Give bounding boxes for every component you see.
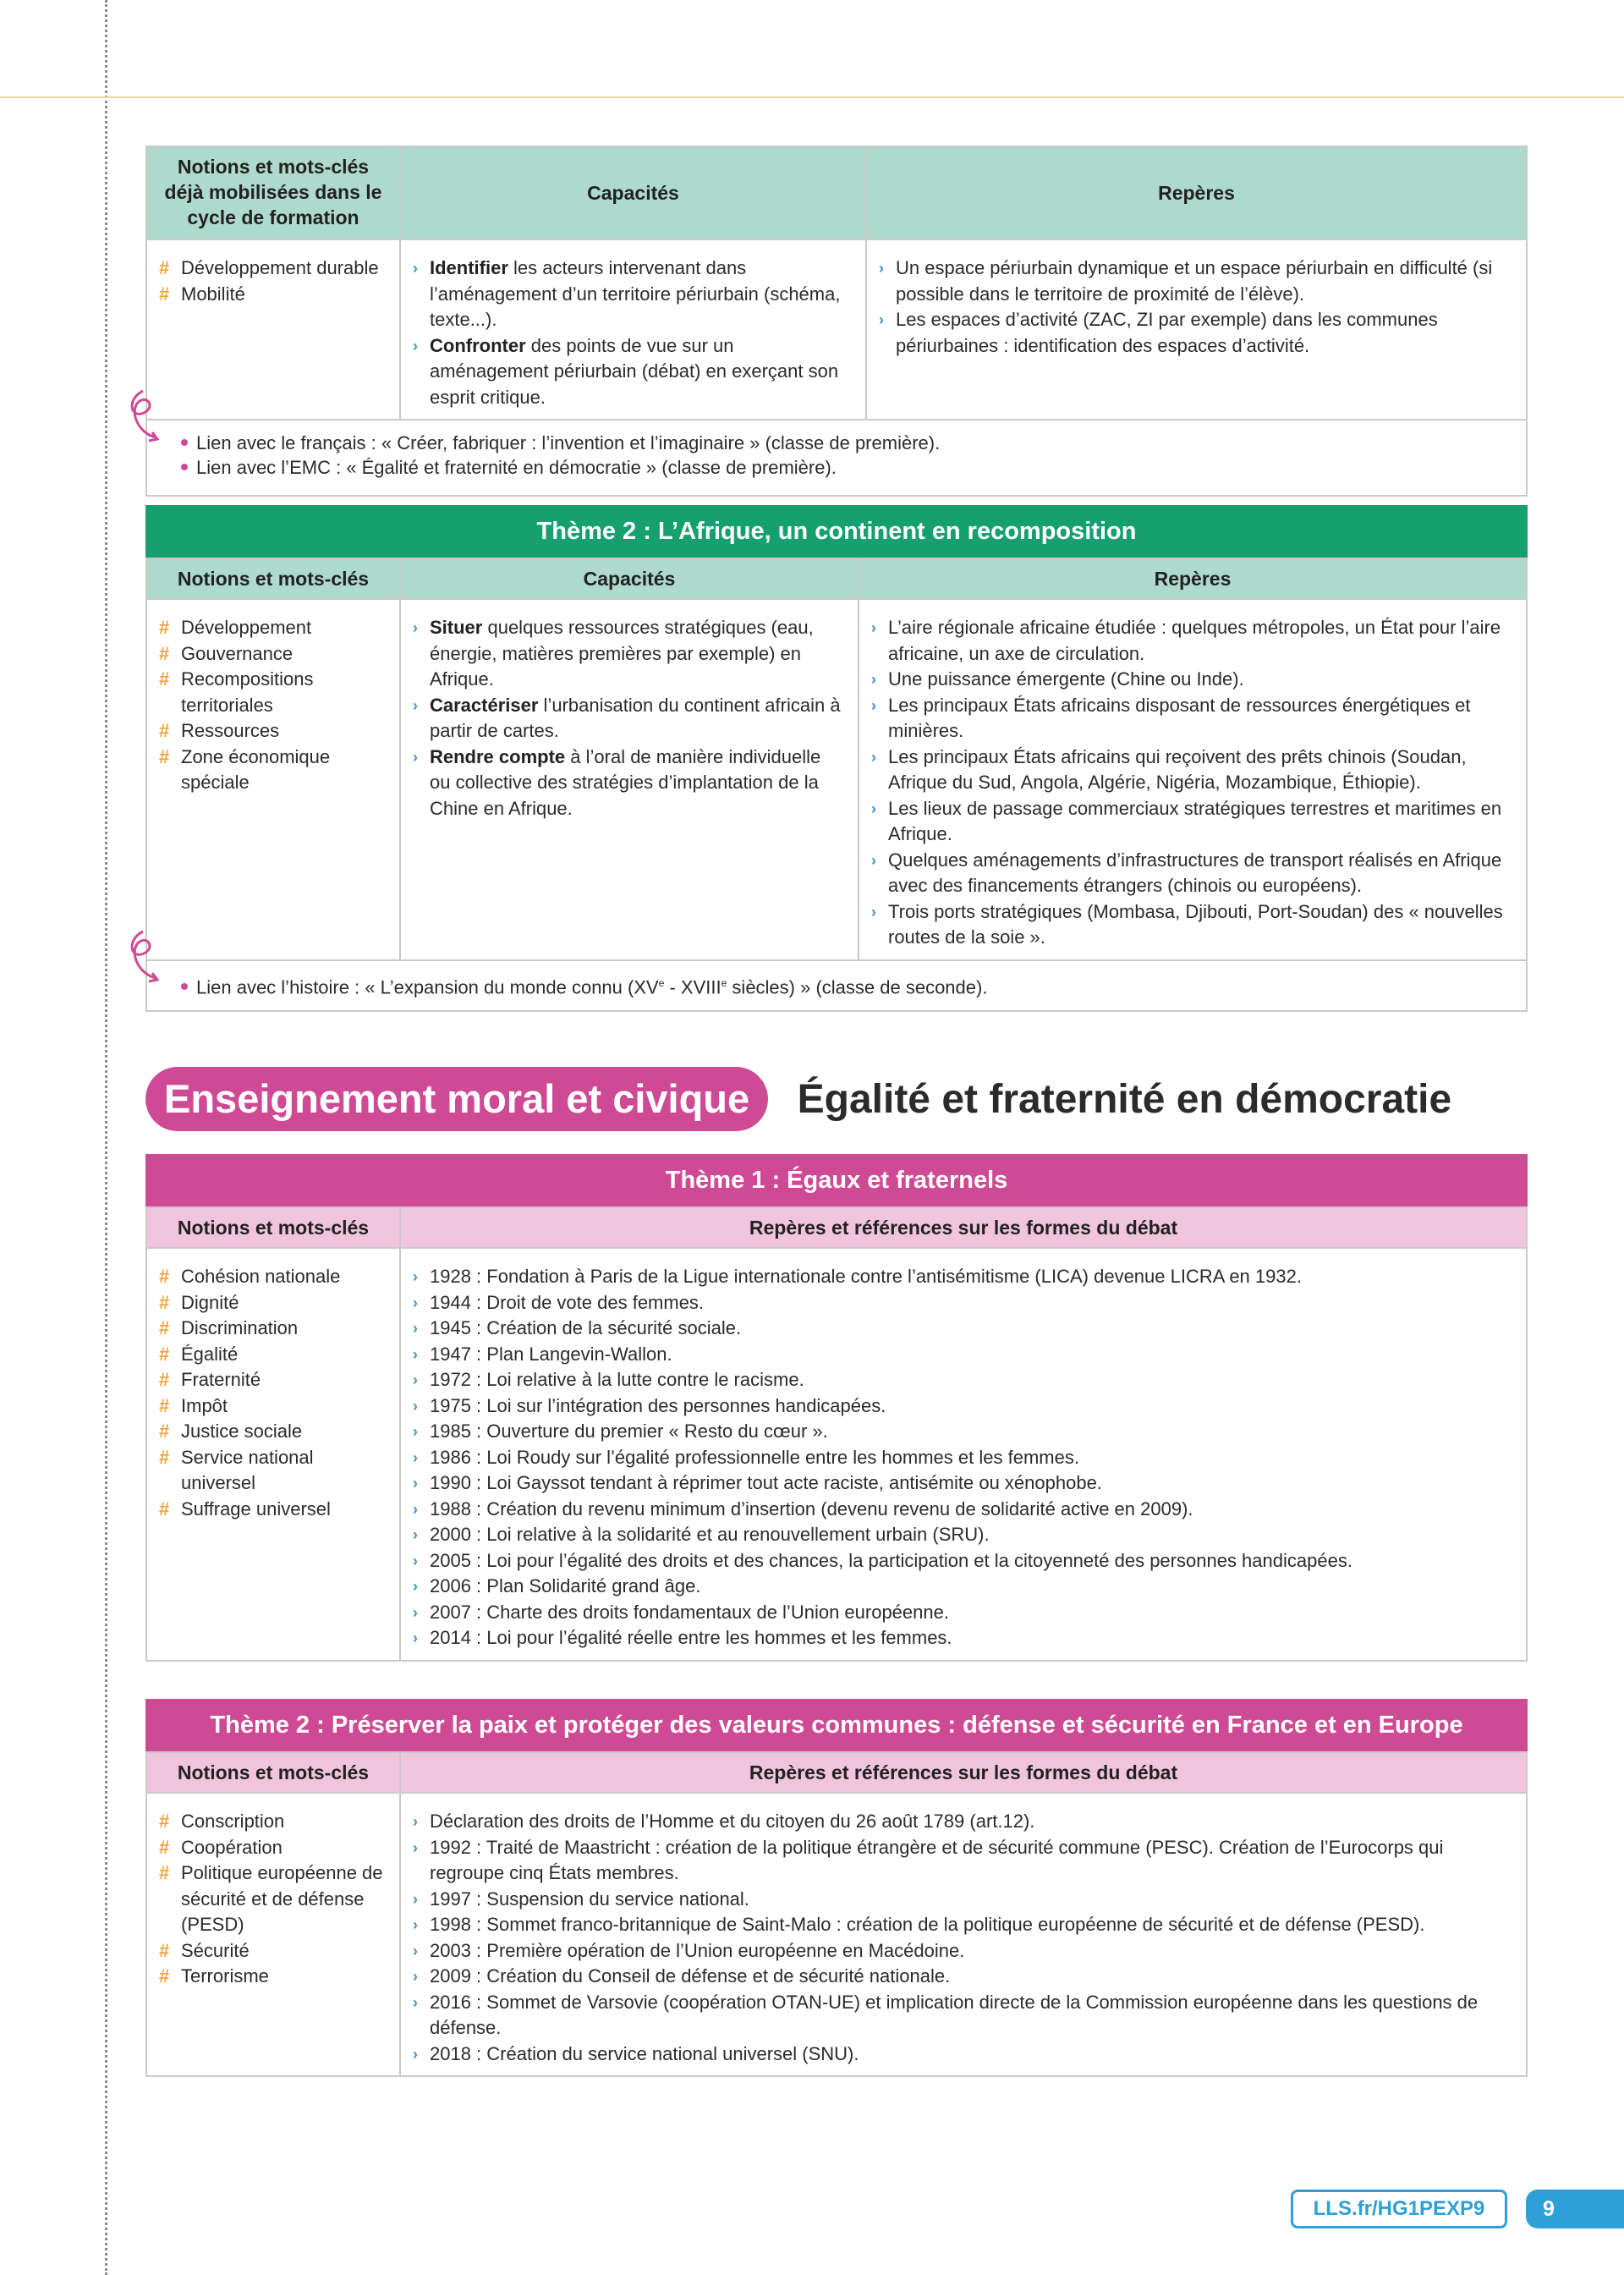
hash-icon: # <box>159 720 170 741</box>
arrow-icon: › <box>413 1268 418 1285</box>
emc-pill: Enseignement moral et civique <box>145 1067 768 1131</box>
hash-icon: # <box>159 642 170 664</box>
arrow-icon: › <box>413 2045 418 2063</box>
footer-link[interactable]: LLS.fr/HG1PEXP9 <box>1291 2190 1507 2228</box>
repere-item <box>413 1625 1514 1651</box>
swirl-icon <box>122 927 164 986</box>
arrow-icon: › <box>413 696 418 714</box>
notion-item <box>159 1290 387 1316</box>
arrow-icon: › <box>871 619 876 636</box>
item-text: 1975 : Loi sur l’intégration des personnes handicapées. <box>430 1394 886 1416</box>
header-notions: Notions et mots-clés <box>146 1752 400 1793</box>
item-text: Impôt <box>181 1394 228 1416</box>
repere-item <box>871 796 1514 848</box>
item-text: 2007 : Charte des droits fondamentaux de l’Union européenne. <box>430 1601 949 1623</box>
arrow-icon: › <box>413 1294 418 1311</box>
repere-item <box>871 667 1514 693</box>
link-item: Lien avec le français : « Créer, fabriquer : l’invention et l’imaginaire » (classe de première). <box>181 431 1504 455</box>
repere-item <box>879 307 1514 359</box>
hash-icon: # <box>159 257 170 278</box>
item-text: 1947 : Plan Langevin-Wallon. <box>430 1343 672 1365</box>
capacite-text: quelques ressources stratégiques (eau, énergie, matières premières par exemple) en Afrique. <box>430 617 814 690</box>
repere-item <box>413 1835 1514 1887</box>
theme-title: Thème 2 : Préserver la paix et protéger des valeurs communes : défense et sécurité en France et en Europe <box>145 1699 1528 1751</box>
arrow-icon: › <box>413 1371 418 1388</box>
item-text: Un espace périurbain dynamique et un espace périurbain en difficulté (si possible dans le territoire de proximité de l’élève). <box>896 257 1493 305</box>
hash-icon: # <box>159 1317 170 1338</box>
bullet-icon <box>181 983 188 990</box>
capacite-verb: Situer <box>430 617 483 638</box>
repere-item <box>413 1445 1514 1471</box>
capacite-text: des points de vue sur un aménagement périurbain (débat) en exerçant son esprit critique. <box>430 334 839 408</box>
header-reperes: Repères et références sur les formes du débat <box>400 1207 1527 1248</box>
repere-item <box>413 1574 1514 1600</box>
repere-item <box>413 1938 1514 1965</box>
capacite-verb: Rendre compte <box>430 745 566 767</box>
bullet-icon <box>181 439 188 446</box>
repere-item <box>413 1419 1514 1445</box>
header-reperes: Repères <box>859 558 1527 599</box>
item-text: 1928 : Fondation à Paris de la Ligue internationale contre l’antisémitisme (LICA) devenue LICRA en 1932. <box>430 1266 1302 1287</box>
item-text: L’aire régionale africaine étudiée : quelques métropoles, un État pour l’aire africaine, un axe de circulation. <box>888 617 1501 664</box>
link-item: Lien avec l’histoire : « L’expansion du monde connu (XVe - XVIIIe siècles) » (classe de seconde). <box>181 971 1504 999</box>
capacite-verb: Identifier <box>430 257 508 278</box>
repere-item <box>413 1264 1514 1290</box>
hash-icon: # <box>159 1862 170 1883</box>
notion-item <box>159 1342 387 1368</box>
repere-item <box>871 848 1514 899</box>
arrow-icon: › <box>413 337 418 354</box>
item-text: 1944 : Droit de vote des femmes. <box>430 1291 705 1313</box>
item-text: Dignité <box>181 1291 239 1313</box>
reperes-list <box>413 1809 1514 2067</box>
item-text: Service national universel <box>181 1446 314 1493</box>
link-item: Lien avec l’EMC : « Égalité et fraternité en démocratie » (classe de première). <box>181 455 1504 480</box>
emc-heading <box>145 1067 1451 1131</box>
arrow-icon: › <box>871 748 876 766</box>
header-capacites: Capacités <box>400 146 866 239</box>
notion-item <box>159 1316 387 1342</box>
item-text: Coopération <box>181 1836 283 1858</box>
hash-icon: # <box>159 1811 170 1832</box>
item-text: Gouvernance <box>181 642 294 664</box>
capacite-item <box>413 333 853 411</box>
repere-item <box>413 1522 1514 1548</box>
notion-item <box>159 1367 387 1393</box>
item-text: Les espaces d’activité (ZAC, ZI par exemple) dans les communes périurbaines : identification des espaces d’activité. <box>896 309 1438 356</box>
hash-icon: # <box>159 1836 170 1858</box>
arrow-icon: › <box>413 1603 418 1621</box>
arrow-icon: › <box>879 260 884 277</box>
item-text: Discrimination <box>181 1317 299 1338</box>
item-text: Terrorisme <box>181 1965 269 1987</box>
geo-theme-2 <box>145 505 1528 1012</box>
item-text: Conscription <box>181 1811 285 1832</box>
item-text: Les principaux États africains disposant de ressources énergétiques et minières. <box>888 694 1471 741</box>
hash-icon: # <box>159 745 170 767</box>
hash-icon: # <box>159 1421 170 1442</box>
item-text: 1997 : Suspension du service national. <box>430 1888 749 1910</box>
item-text: Quelques aménagements d’infrastructures de transport réalisés en Afrique avec des financements étrangers (chinois ou européens). <box>888 849 1502 896</box>
item-text: 2018 : Création du service national universel (SNU). <box>430 2042 859 2064</box>
geo-table-1-grid <box>145 146 1528 420</box>
item-text: Sécurité <box>181 1939 250 1961</box>
arrow-icon: › <box>413 1320 418 1337</box>
arrow-icon: › <box>413 1813 418 1830</box>
item-text: 2014 : Loi pour l’égalité réelle entre les hommes et les femmes. <box>430 1627 952 1648</box>
emc-theme-2-grid <box>145 1751 1528 2077</box>
capacite-verb: Caractériser <box>430 694 539 716</box>
arrow-icon: › <box>413 1578 418 1595</box>
notion-item <box>159 1445 387 1497</box>
notions-list <box>159 256 387 307</box>
item-text: Ressources <box>181 720 280 741</box>
notion-item <box>159 1419 387 1445</box>
arrow-icon: › <box>871 851 876 869</box>
capacites-list <box>413 256 853 410</box>
capacite-text: les acteurs intervenant dans l’aménagement d’un territoire périurbain (schéma, texte...). <box>430 257 841 330</box>
repere-item <box>871 615 1514 667</box>
emc-theme-1-grid <box>145 1206 1528 1662</box>
notions-cell <box>146 1248 400 1661</box>
item-text: Déclaration des droits de l’Homme et du citoyen du 26 août 1789 (art.12). <box>430 1811 1035 1832</box>
arrow-icon: › <box>413 1397 418 1415</box>
hash-icon: # <box>159 1266 170 1287</box>
capacites-cell <box>400 239 866 420</box>
top-rule <box>0 96 1624 98</box>
item-text: Les lieux de passage commerciaux stratégiques terrestres et maritimes en Afrique. <box>888 797 1502 844</box>
repere-item <box>413 1964 1514 1990</box>
item-text: 1990 : Loi Gayssot tendant à réprimer tout acte raciste, antisémite ou xénophobe. <box>430 1472 1102 1493</box>
item-text: Trois ports stratégiques (Mombasa, Djibouti, Port-Soudan) des « nouvelles routes de la soie ». <box>888 900 1503 948</box>
notion-item <box>159 615 387 641</box>
arrow-icon: › <box>413 1423 418 1440</box>
arrow-icon: › <box>413 1500 418 1518</box>
item-text: 1986 : Loi Roudy sur l’égalité professionnelle entre les hommes et les femmes. <box>430 1446 1079 1468</box>
header-reperes: Repères <box>866 146 1527 239</box>
repere-item <box>413 2041 1514 2068</box>
repere-item <box>413 1600 1514 1626</box>
arrow-icon: › <box>879 311 884 328</box>
hash-icon: # <box>159 1446 170 1468</box>
notion-item <box>159 1264 387 1290</box>
arrow-icon: › <box>871 800 876 817</box>
capacite-item <box>413 615 846 693</box>
item-text: Suffrage universel <box>181 1497 331 1519</box>
notion-item <box>159 718 387 745</box>
capacite-item <box>413 693 846 745</box>
hash-icon: # <box>159 1939 170 1961</box>
capacite-item <box>413 745 846 822</box>
repere-item <box>871 745 1514 796</box>
repere-item <box>413 1393 1514 1420</box>
repere-item <box>871 693 1514 745</box>
bullet-icon <box>181 464 188 470</box>
notion-item <box>159 1393 387 1420</box>
theme-title: Thème 1 : Égaux et fraternels <box>145 1154 1528 1206</box>
arrow-icon: › <box>413 1838 418 1856</box>
arrow-icon: › <box>871 696 876 714</box>
arrow-icon: › <box>413 1526 418 1543</box>
repere-item <box>413 1809 1514 1835</box>
item-text: Fraternité <box>181 1369 261 1390</box>
item-text: 2016 : Sommet de Varsovie (coopération OTAN-UE) et implication directe de la Commission européenne dans les questions de défense. <box>430 1991 1479 2038</box>
item-text: 2000 : Loi relative à la solidarité et au renouvellement urbain (SRU). <box>430 1524 990 1545</box>
page-number: 9 <box>1526 2190 1624 2228</box>
repere-item <box>413 1497 1514 1523</box>
geo-theme-2-grid <box>145 558 1528 961</box>
notion-item <box>159 641 387 668</box>
notions-list <box>159 615 387 796</box>
reperes-cell <box>866 239 1527 420</box>
reperes-cell <box>400 1793 1527 2076</box>
item-text: 1972 : Loi relative à la lutte contre le racisme. <box>430 1369 804 1390</box>
links-box <box>145 961 1528 1012</box>
repere-item <box>413 1887 1514 1913</box>
repere-item <box>413 1548 1514 1574</box>
swirl-icon <box>122 387 164 446</box>
repere-item <box>871 899 1514 951</box>
item-text: 2009 : Création du Conseil de défense et de sécurité nationale. <box>430 1965 951 1987</box>
notion-item <box>159 1860 387 1938</box>
item-text: Justice sociale <box>181 1421 303 1442</box>
reperes-list <box>413 1264 1514 1651</box>
header-reperes: Repères et références sur les formes du débat <box>400 1752 1527 1793</box>
repere-item <box>413 1912 1514 1938</box>
hash-icon: # <box>159 283 170 305</box>
notion-item <box>159 1809 387 1835</box>
hash-icon: # <box>159 1291 170 1313</box>
notion-item <box>159 1497 387 1523</box>
hash-icon: # <box>159 1343 170 1365</box>
capacite-text: l’urbanisation du continent africain à partir de cartes. <box>430 694 841 741</box>
notion-item <box>159 667 387 718</box>
arrow-icon: › <box>413 1942 418 1959</box>
item-text: Développement <box>181 617 312 638</box>
capacites-cell <box>400 599 859 960</box>
arrow-icon: › <box>413 1993 418 2011</box>
arrow-icon: › <box>413 1890 418 1908</box>
hash-icon: # <box>159 617 170 638</box>
emc-theme-1 <box>145 1154 1528 1662</box>
reperes-list <box>879 256 1514 359</box>
header-notions: Notions et mots-clés <box>146 558 400 599</box>
arrow-icon: › <box>413 619 418 636</box>
hash-icon: # <box>159 1497 170 1519</box>
item-text: Égalité <box>181 1343 239 1365</box>
repere-item <box>879 256 1514 307</box>
arrow-icon: › <box>871 903 876 920</box>
notion-item <box>159 282 387 308</box>
arrow-icon: › <box>413 748 418 766</box>
item-text: Zone économique spéciale <box>181 745 331 793</box>
item-text: 1988 : Création du revenu minimum d’insertion (devenu revenu de solidarité active en 2009). <box>430 1497 1193 1519</box>
repere-item <box>413 1290 1514 1316</box>
capacite-verb: Confronter <box>430 334 526 356</box>
item-text: Développement durable <box>181 257 379 278</box>
repere-item <box>413 1342 1514 1368</box>
links-box <box>145 420 1528 497</box>
item-text: Mobilité <box>181 283 245 305</box>
arrow-icon: › <box>413 1475 418 1492</box>
item-text: Politique européenne de sécurité et de défense (PESD) <box>181 1862 383 1935</box>
hash-icon: # <box>159 1394 170 1416</box>
geo-table-1 <box>145 146 1528 497</box>
notion-item <box>159 745 387 796</box>
reperes-list <box>871 615 1514 951</box>
arrow-icon: › <box>413 260 418 277</box>
notions-cell <box>146 1793 400 2076</box>
emc-theme-2 <box>145 1699 1528 2077</box>
notion-item <box>159 256 387 282</box>
reperes-cell <box>859 599 1527 960</box>
repere-item <box>413 1990 1514 2041</box>
header-notions: Notions et mots-clés déjà mobilisées dans le cycle de formation <box>146 146 400 239</box>
notions-cell <box>146 599 400 960</box>
arrow-icon: › <box>413 1916 418 1933</box>
item-text: Recompositions territoriales <box>181 668 314 716</box>
notion-item <box>159 1938 387 1965</box>
capacite-text: à l’oral de manière individuelle ou collective des stratégies d’implantation de la Chine en Afrique. <box>430 745 821 819</box>
repere-item <box>413 1367 1514 1393</box>
notions-list <box>159 1809 387 1990</box>
arrow-icon: › <box>413 1552 418 1569</box>
header-notions: Notions et mots-clés <box>146 1207 400 1248</box>
repere-item <box>413 1470 1514 1497</box>
item-text: 1985 : Ouverture du premier « Resto du cœur ». <box>430 1421 828 1442</box>
reperes-cell <box>400 1248 1527 1661</box>
notions-list <box>159 1264 387 1522</box>
arrow-icon: › <box>413 1448 418 1466</box>
arrow-icon: › <box>413 1968 418 1985</box>
item-text: 1945 : Création de la sécurité sociale. <box>430 1317 742 1338</box>
item-text: 1998 : Sommet franco-britannique de Saint-Malo : création de la politique européenne de sécurité et de défense (PESD). <box>430 1914 1425 1935</box>
item-text: 1992 : Traité de Maastricht : création de la politique étrangère et de sécurité commune (PESC). Création de l’Eurocorps qui regroupe cinq États membres. <box>430 1836 1444 1883</box>
emc-subtitle: Égalité et fraternité en démocratie <box>797 1076 1452 1122</box>
item-text: Cohésion nationale <box>181 1266 341 1287</box>
arrow-icon: › <box>413 1345 418 1363</box>
item-text: Les principaux États africains qui reçoivent des prêts chinois (Soudan, Afrique du Sud, Angola, Algérie, Nigéria, Mozambique, Éthiopie). <box>888 745 1467 793</box>
theme-title: Thème 2 : L’Afrique, un continent en recomposition <box>145 505 1528 558</box>
header-capacites: Capacités <box>400 558 859 599</box>
item-text: 2003 : Première opération de l’Union européenne en Macédoine. <box>430 1939 965 1961</box>
repere-item <box>413 1316 1514 1342</box>
hash-icon: # <box>159 668 170 690</box>
item-text: 2006 : Plan Solidarité grand âge. <box>430 1575 701 1596</box>
hash-icon: # <box>159 1369 170 1390</box>
item-text: 2005 : Loi pour l’égalité des droits et des chances, la participation et la citoyenneté des personnes handicapées. <box>430 1549 1352 1571</box>
binding-margin-dots <box>105 0 107 2275</box>
notion-item <box>159 1835 387 1861</box>
capacites-list <box>413 615 846 822</box>
notion-item <box>159 1964 387 1990</box>
item-text: Une puissance émergente (Chine ou Inde). <box>888 668 1244 690</box>
notions-cell <box>146 239 400 420</box>
arrow-icon: › <box>413 1629 418 1646</box>
capacite-item <box>413 256 853 333</box>
arrow-icon: › <box>871 671 876 688</box>
hash-icon: # <box>159 1965 170 1987</box>
